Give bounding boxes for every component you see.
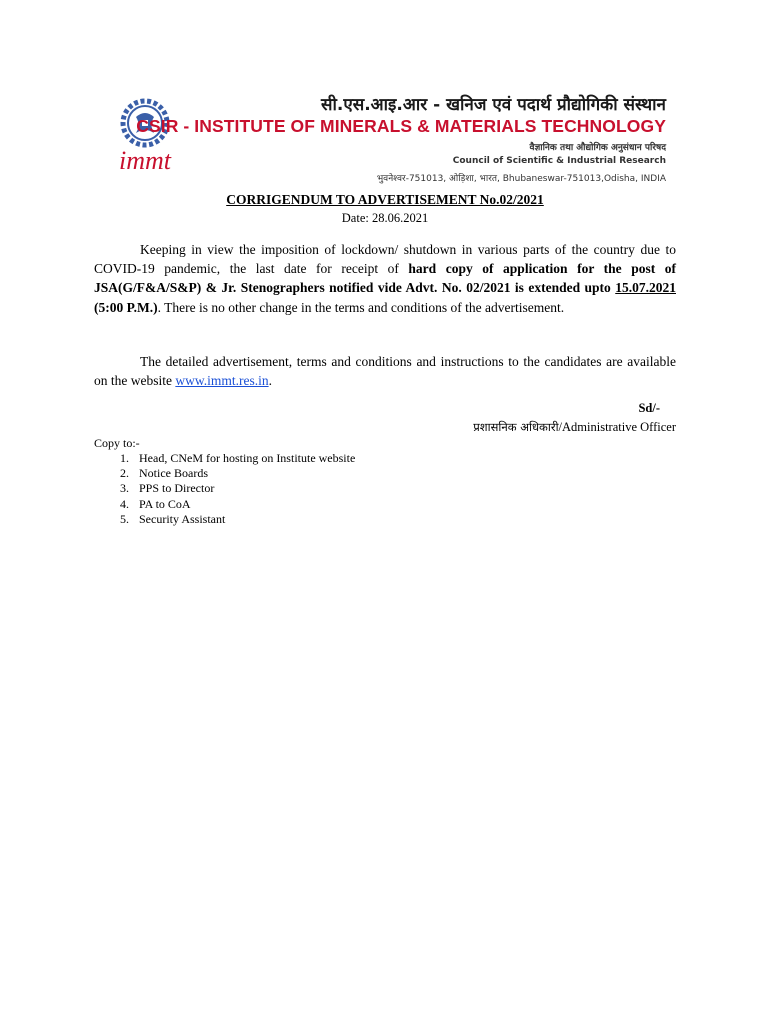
website-link[interactable]: www.immt.res.in: [175, 373, 269, 389]
para1-text-2: . There is no other change in the terms and conditions of the advertisement.: [157, 299, 565, 315]
institute-address: भुवनेश्वर-751013, ओड़िशा, भारत, Bhubaneswar-751013,Odisha, INDIA: [376, 174, 666, 184]
document-date: Date: 28.06.2021: [341, 211, 429, 225]
list-item: 2. Notice Boards: [120, 466, 208, 481]
copy-to-list: [94, 451, 355, 527]
para2-text-1: The detailed advertisement, terms and conditions and instructions to the candidates are available on the website: [94, 354, 676, 389]
website-paragraph: [94, 352, 676, 390]
officer-hindi: प्रशासनिक अधिकारी: [473, 420, 559, 434]
institute-name-hindi: सी.एस.आइ.आर - खनिज एवं पदार्थ प्रौद्योगिकी संस्थान: [320, 95, 666, 115]
council-name-english: Council of Scientific & Industrial Research: [452, 156, 666, 166]
logo-text: immt: [119, 146, 171, 175]
para2-text-2: .: [268, 373, 272, 389]
list-item: 5. Security Assistant: [120, 511, 226, 526]
list-item: 3. PPS to Director: [120, 481, 215, 496]
officer-designation: [473, 420, 676, 435]
officer-english: /Administrative Officer: [558, 420, 676, 434]
institute-name-english: CSIR - INSTITUTE OF MINERALS & MATERIALS TECHNOLOGY: [136, 116, 666, 136]
extended-date: 15.07.2021: [615, 280, 676, 296]
para1-bold-time: (5:00 P.M.): [94, 299, 158, 315]
copy-to-label: Copy to:-: [94, 436, 140, 450]
list-item: 4. PA to CoA: [120, 496, 191, 511]
corrigendum-paragraph: [94, 240, 676, 317]
council-name-hindi: वैज्ञानिक तथा औद्योगिक अनुसंधान परिषद: [529, 143, 666, 153]
para1-bold-1: hard copy of application for the post of JSA(G/F&A/S&P) & Jr. Stenographers notified vide Advt. No. 02/2021 is extended upto: [94, 261, 676, 296]
document-title: CORRIGENDUM TO ADVERTISEMENT No.02/2021: [226, 192, 544, 207]
signature: Sd/-: [638, 401, 660, 415]
para1-text-1: Keeping in view the imposition of lockdown/ shutdown in various parts of the country due to COVID-19 pandemic, the last date for receipt of: [94, 242, 676, 277]
list-item: 1. Head, CNeM for hosting on Institute website: [120, 451, 356, 465]
